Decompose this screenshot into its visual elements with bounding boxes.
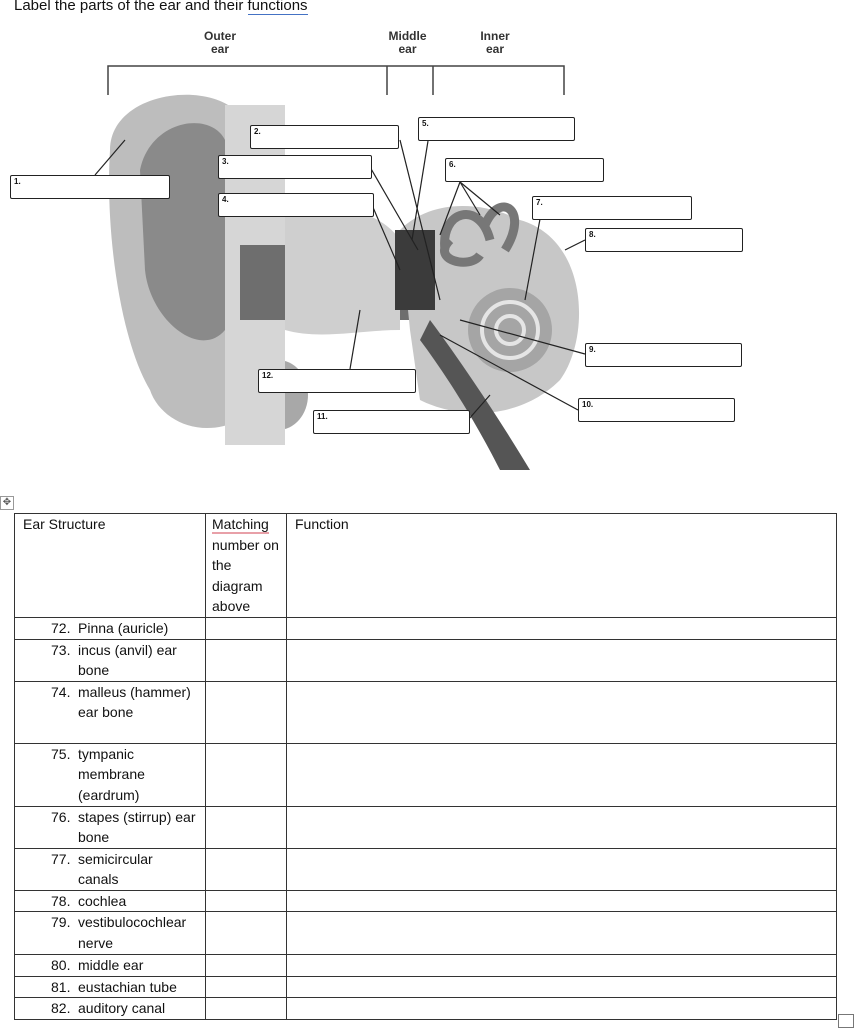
item-name: incus (anvil) ear bone [78,641,177,678]
table-row [15,806,837,848]
function-cell[interactable] [287,806,837,848]
matching-number-cell[interactable] [206,955,287,977]
item-name: tympanic membrane (eardrum) [78,745,145,803]
ear-structure-cell [15,639,206,681]
function-cell[interactable] [287,890,837,912]
header-matching: Matching number on the diagram above [206,514,287,618]
functions-link[interactable]: functions [248,0,308,15]
region-outer-ear: Outer ear [203,29,236,56]
table-row [15,639,837,681]
item-number: 79. [51,914,71,930]
label-box-11[interactable]: 11. [313,410,470,434]
ear-structure-cell [15,890,206,912]
region-middle-ear: Middle ear [388,29,427,56]
table-row [15,976,837,998]
resize-handle[interactable] [838,1014,854,1028]
matching-number-cell[interactable] [206,890,287,912]
matching-number-cell[interactable] [206,912,287,955]
matching-number-cell[interactable] [206,743,287,806]
item-name: auditory canal [78,1000,166,1016]
label-box-8[interactable]: 8. [585,228,743,252]
item-number: 77. [51,850,71,867]
header-ear-structure: Ear Structure [15,514,206,618]
table-row [15,617,837,639]
item-number: 78. [51,892,71,909]
ear-structure-cell [15,617,206,639]
function-cell[interactable] [287,639,837,681]
ear-structure-cell [15,743,206,806]
item-number: 75. [51,745,71,762]
function-cell[interactable] [287,955,837,977]
function-cell[interactable] [287,617,837,639]
label-box-1[interactable]: 1. [10,175,170,199]
label-box-7[interactable]: 7. [532,196,692,220]
item-number: 80. [51,957,71,973]
table-move-handle-icon[interactable]: ✥ [0,496,14,510]
item-name: middle ear [78,957,144,973]
table-row [15,890,837,912]
table-row [15,912,837,955]
matching-number-cell[interactable] [206,681,287,743]
ear-structure-cell [15,806,206,848]
ear-structure-cell [15,848,206,890]
table-header-row [15,514,837,618]
region-inner-ear: Inner ear [480,29,510,56]
label-box-5[interactable]: 5. [418,117,575,141]
item-name: Pinna (auricle) [78,619,169,636]
label-box-6[interactable]: 6. [445,158,604,182]
item-name: cochlea [78,892,127,909]
ear-structure-cell [15,681,206,743]
matching-number-cell[interactable] [206,806,287,848]
table-row [15,681,837,743]
label-box-2[interactable]: 2. [250,125,399,149]
label-box-3[interactable]: 3. [218,155,372,179]
header-function: Function [287,514,837,618]
matching-number-cell[interactable] [206,848,287,890]
item-number: 76. [51,808,71,825]
function-cell[interactable] [287,998,837,1020]
label-box-9[interactable]: 9. [585,343,742,367]
function-cell[interactable] [287,743,837,806]
ear-structure-cell [15,998,206,1020]
item-number: 74. [51,683,71,700]
matching-number-cell[interactable] [206,617,287,639]
item-name: vestibulocochlear nerve [78,914,187,951]
table-row [15,743,837,806]
matching-number-cell[interactable] [206,976,287,998]
ear-structure-cell [15,912,206,955]
function-cell[interactable] [287,681,837,743]
table-row [15,998,837,1020]
item-name: malleus (hammer) ear bone [78,683,191,720]
matching-number-cell[interactable] [206,639,287,681]
page-title: Label the parts of the ear and their functions [14,0,308,14]
function-cell[interactable] [287,912,837,955]
function-cell[interactable] [287,848,837,890]
matching-number-cell[interactable] [206,998,287,1020]
item-number: 82. [51,1000,71,1016]
item-number: 72. [51,619,71,636]
label-box-12[interactable]: 12. [258,369,416,393]
item-number: 73. [51,641,71,658]
item-name: semicircular canals [78,850,153,887]
label-box-10[interactable]: 10. [578,398,735,422]
item-name: eustachian tube [78,978,177,995]
item-number: 81. [51,978,71,995]
ear-structure-cell [15,976,206,998]
ear-structure-table [14,513,837,1020]
label-box-4[interactable]: 4. [218,193,374,217]
item-name: stapes (stirrup) ear bone [78,808,196,845]
ear-structure-cell [15,955,206,977]
function-cell[interactable] [287,976,837,998]
table-row [15,955,837,977]
table-row [15,848,837,890]
